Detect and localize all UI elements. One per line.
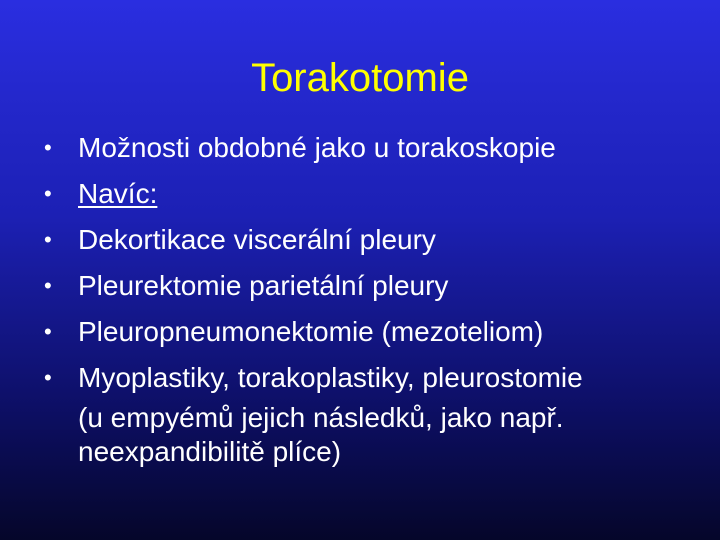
- bullet-item: [44, 217, 694, 263]
- bullet-dot: •: [44, 273, 52, 298]
- bullet-text: Možnosti obdobné jako u torakoskopie: [78, 132, 556, 163]
- bullet-line: Myoplastiky, torakoplastiky, pleurostomie: [78, 362, 583, 393]
- bullet-text: Pleurektomie parietální pleury: [78, 270, 449, 301]
- bullet-dot: •: [44, 181, 52, 206]
- bullet-text: Pleuropneumonektomie (mezoteliom): [78, 316, 544, 347]
- bullet-list: [44, 125, 694, 469]
- slide-title: Torakotomie: [251, 56, 469, 100]
- bullet-text-multiline: [78, 355, 694, 469]
- bullet-text-heading: Navíc:: [78, 178, 158, 209]
- bullet-item: [44, 263, 694, 309]
- bullet-continuation-line: (u empyémů jejich následků, jako např.: [78, 402, 564, 433]
- bullet-dot: •: [44, 227, 52, 252]
- bullet-item: [44, 125, 694, 171]
- bullet-dot: •: [44, 365, 52, 390]
- bullet-continuation-line: neexpandibilitě plíce): [78, 436, 342, 467]
- bullet-item: [44, 309, 694, 355]
- bullet-text: Dekortikace viscerální pleury: [78, 224, 436, 255]
- bullet-item: [44, 171, 694, 217]
- bullet-item: [44, 355, 694, 469]
- bullet-dot: •: [44, 135, 52, 160]
- bullet-dot: •: [44, 319, 52, 344]
